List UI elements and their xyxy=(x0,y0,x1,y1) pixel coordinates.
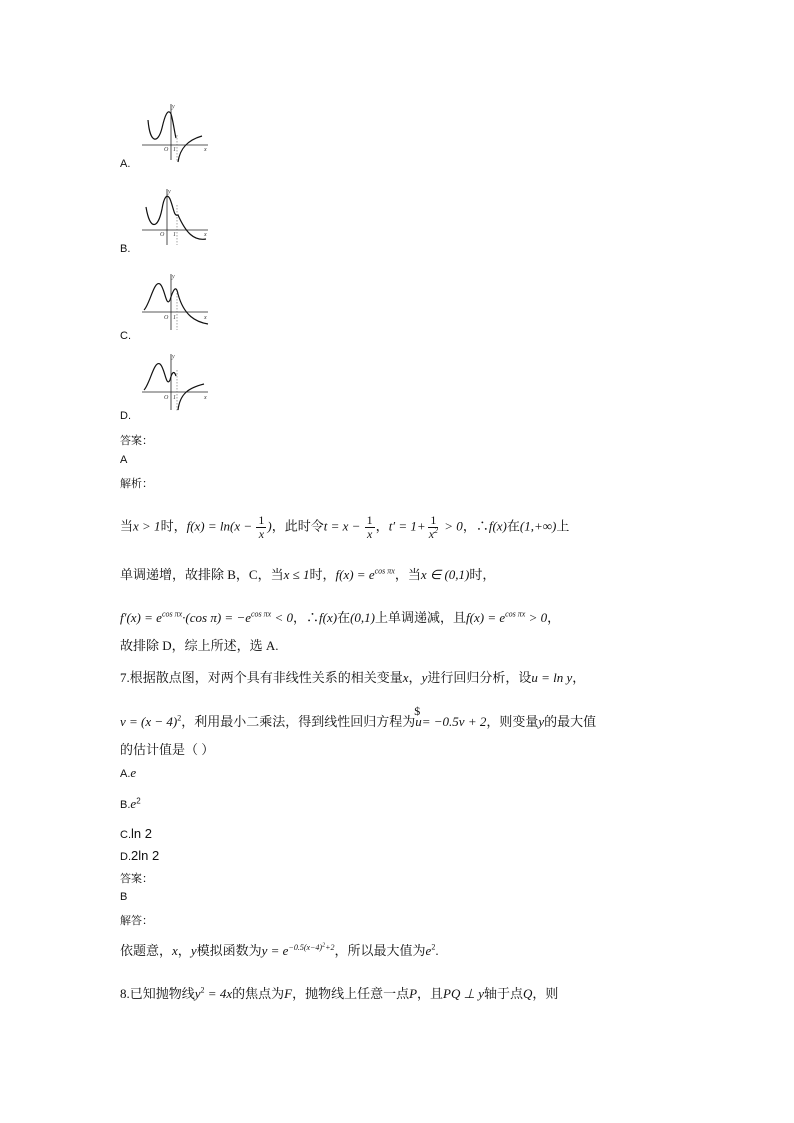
graph-option-d xyxy=(140,350,210,412)
q6-answer: A xyxy=(120,454,128,466)
graph-option-b xyxy=(140,185,210,247)
q7-solution-line: 依题意，x，y模拟函数为$y = e^{-0.5(x-4)^2+2}$，所以最大值为$e^2$. xyxy=(120,942,439,958)
one-label: 1 xyxy=(173,147,176,153)
origin-label: O xyxy=(164,315,169,321)
axis-y-label: y xyxy=(172,104,175,110)
axis-y-label: y xyxy=(168,189,171,195)
option-b-label: B. xyxy=(120,243,131,255)
axis-y-label: y xyxy=(172,274,175,280)
axis-x-label: x xyxy=(204,147,207,153)
q6-analysis-line-4: 故排除 D，综上所述，选 A. xyxy=(120,638,279,653)
option-a-label: A. xyxy=(120,158,131,170)
q6-answer-label: 答案： xyxy=(120,435,153,447)
q7-option-a[interactable]: A.e xyxy=(120,765,137,780)
q7-answer-label: 答案： xyxy=(120,873,153,885)
one-label: 1 xyxy=(173,315,176,321)
q7-option-c[interactable]: C.ln 2 xyxy=(120,826,152,841)
graph-option-a xyxy=(140,100,210,162)
origin-label: O xyxy=(160,232,165,238)
option-c-label: C. xyxy=(120,330,131,342)
q7-option-b[interactable]: $B.e^2$ xyxy=(120,796,141,811)
one-label: 1 xyxy=(173,395,176,401)
q7-stem-line-1: 7.根据散点图，对两个具有非线性关系的相关变量x，y进行回归分析，设u = ln y， xyxy=(120,670,586,685)
option-d-label: D. xyxy=(120,410,131,422)
axis-x-label: x xyxy=(204,315,207,321)
q8-stem-line-1: 8.已知抛物线$y^2 = 4x$的焦点为F，抛物线上任意一点P，且PQ ⊥ y轴于点Q，则 xyxy=(120,985,559,1001)
axis-x-label: x xyxy=(204,395,207,401)
origin-label: O xyxy=(164,147,169,153)
q6-analysis-label: 解析： xyxy=(120,478,153,490)
q6-analysis-line-2: 单调递增，故排除 B，C，当x ≤ 1时，$f(x) = e^{cos \pi x}$，当x ∈ (0,1)时， xyxy=(120,566,496,582)
q7-stem-line-3: 的估计值是（ ） xyxy=(120,742,215,757)
q7-stem-line-2: $v = (x - 4)^2$，利用最小二乘法，得到线性回归方程为 $ u= −0.5v + 2，则变量y的最大值 xyxy=(120,704,597,729)
q7-answer: B xyxy=(120,891,128,903)
graph-option-c xyxy=(140,270,210,332)
one-label: 1 xyxy=(173,232,176,238)
hat-symbol: $ xyxy=(414,704,421,718)
q6-analysis-line-3: $f'(x) = e^{cos \pi x}\cdot(\cos$ $\pi) = -e^{cos \pi x} < 0$，∴f(x)在(0,1)上单调递减，且$f(x) = e^{cos \pi x} > 0$， xyxy=(120,609,561,625)
q7-solution-label: 解答： xyxy=(120,915,153,927)
q7-option-d[interactable]: D.2ln 2 xyxy=(120,848,160,863)
axis-y-label: y xyxy=(172,354,175,360)
origin-label: O xyxy=(164,395,169,401)
axis-x-label: x xyxy=(204,232,207,238)
q6-analysis-line-1: 当x > 1时，f(x) = ln(x − $\frac{1}{x}$ )，此时令t = x − $\frac{1}{x}$ ，t′ = 1+ $\frac{1}{x^2}$ > 0，∴f(x)在(1,+∞)上 xyxy=(120,513,570,541)
